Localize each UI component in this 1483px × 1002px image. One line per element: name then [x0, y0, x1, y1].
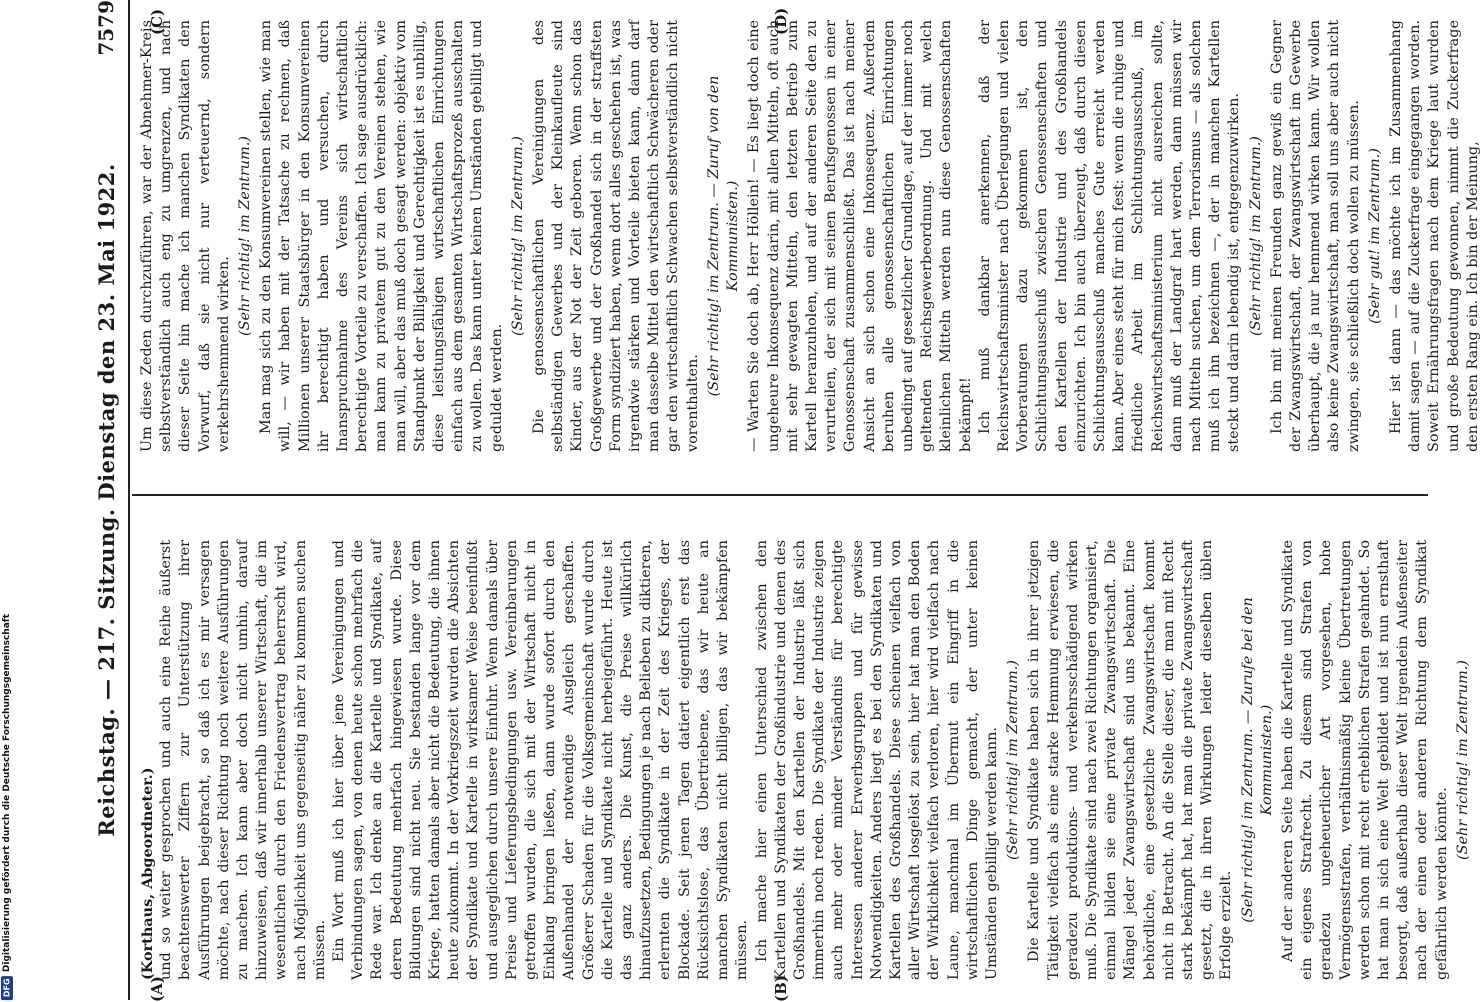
interjection: (Sehr richtig! im Zentrum.)	[1247, 136, 1264, 336]
interjection: (Sehr richtig! im Zentrum. — Zuruf von den Kommunisten.)	[705, 75, 742, 397]
paragraph: Ich bin mit meinen Freunden ganz gewiß ein Gegner der Zwangswirtschaft, der Zwangswirtschaft im Gewerbe überhaupt, die ja nur hemmend wirken kann. Wir wollen also keine Zwangswirtschaft, man soll uns aber auch nicht zwingen, sie schließlich doch wollen zu müssen.	[1268, 20, 1362, 452]
paragraph: Hier ist dann — das möchte ich im Zusammenhang damit sagen — auf die Zuckerfrage eingegangen worden. Soweit Ernährungsfragen nach dem Kriege laut wurden und große Bedeutung gewonnen, nimmt die Zuckerfrage den ersten Rang ein. Ich bin der Meinung,	[1388, 20, 1481, 452]
margin-marker-a: (A)	[148, 976, 166, 1002]
interjection: (Sehr richtig! im Zentrum.)	[1005, 660, 1022, 860]
paragraph: Ein Wort muß ich hier über jene Vereinigungen und Verbindungen sagen, von denen heute schon mehrfach die Rede war. Ich denke an die Kartelle und Syndikate, auf deren Bedeutung mehrfach hingewiesen wurde. Diese Bildungen sind nicht neu. Sie bestanden lange vor dem Kriege, hatten damals aber nicht die Bedeutung, die ihnen heute zukommt. In der Vorkriegszeit wurden die Absichten der Syndikate und Kartelle in wirksamer Weise beeinflußt und ausgeglichen durch unsere Einfuhr. Wenn damals über Preise und Lieferungsbedingungen usw. Vereinbarungen getroffen wurden, die sich mit der Wirtschaft nicht in Einklang bringen ließen, dann wurde sofort durch den Außenhandel der notwendige Ausgleich geschaffen. Größerer Schaden für die Volksgemeinschaft wurde durch die Kartelle und Syndikate nicht herbeigeführt. Heute ist das ganz anders. Die Kunst, die Preise willkürlich hinaufzusetzen, Bedingungen je nach Belieben zu diktieren, erlernten die Syndikate in der Zeit des Krieges, der Blockade. Seit jenen Tagen datiert eigentlich erst das Rücksichtslose, das Übertriebene, das wir heute an manchen Syndikaten nicht billigen, das wir bekämpfen müssen.	[331, 540, 751, 980]
dfg-logo-icon: DFG	[1, 976, 13, 1000]
paragraph: Ich muß dankbar anerkennen, daß der Reichswirtschaftsminister nach Überlegungen und vielen Vorberatungen dazu gekommen ist, den Schlichtungsausschuß zwischen Genossenschaften und den Kartellen der Industrie und des Großhandels einzurichten. Ich bin auch überzeugt, daß durch diesen Schlichtungsausschuß manches Gute erreicht werden kann. Aber eines steht für mich fest: wenn die ruhige und friedliche Arbeit im Schlichtungsausschuß, im Reichswirtschaftsministerium nicht ausreichen sollte, dann muß der Landgraf hart werden, dann müssen wir nach Mitteln suchen, um dem Terrorismus — als solchen muß ich ihn bezeichnen —, der in manchen Kartellen steckt und darin lebendig ist, entgegenzuwirken.	[976, 20, 1243, 452]
paragraph: und so weiter gesprochen und auch eine Reihe äußerst beachtenswerter Ziffern zur Unterstützung ihrer Ausführungen beigebracht, so daß ich es mir versagen möchte, nach dieser Richtung noch weitere Ausführungen zu machen. Ich kann aber doch nicht umhin, darauf hinzuweisen, daß wir innerhalb unserer Wirtschaft, die im wesentlichen durch den Friedensvertrag beherrscht wird, nach Möglichkeit uns gegenseitig näher zu kommen suchen müssen.	[158, 540, 328, 980]
interjection: (Sehr richtig! im Zentrum. — Zurufe bei den Kommunisten.)	[1239, 597, 1275, 923]
paragraph: Um diese Zeden durchzuführen, war der Abnehmer-Kreis selbstverständlich auch eng zu umgrenzen, und nach dieser Seite hin mache ich manchen Syndikaten den Vorwurf, daß sie nicht nur verteuernd, sondern verkehrshemmend wirken.	[139, 20, 232, 452]
interjection: (Sehr richtig! im Zentrum.)	[237, 136, 254, 336]
interjection: (Sehr gut! im Zentrum.)	[1366, 148, 1383, 324]
paragraph: — Warten Sie doch ab, Herr Höllein! — Es liegt doch eine ungeheure Inkonsequenz darin, mit allen Mitteln, oft auch mit sehr gewagten Mitteln, den letzten Betrieb zum Kartell heranzuholen, und auf der anderen Seite den zu verurteilen, der sich mit seinen Berufsgenossen in einer Genossenschaft zusammenschließt. Das ist nach meiner Ansicht an sich schon eine Inkonsequenz. Außerdem beruhen alle genossenschaftlichen Einrichtungen unbedingt auf gesetzlicher Grundlage, auf der immer noch geltenden Reichsgewerbeordnung. Und mit welch kleinlichen Mitteln werden nun diese Genossenschaften bekämpft!	[746, 20, 974, 452]
paragraph: Auf der anderen Seite haben die Kartelle und Syndikate ein eigenes Strafrecht. Zu diesem sind Strafen von geradezu ungeheuerlicher Art vorgesehen, hohe Vermögensstrafen, verhältnismäßig kleine Übertretungen werden schon mit recht erheblichen Strafen geahndet. So hat man in sich eine Welt gebildet und ist nun ernsthaft besorgt, daß außerhalb dieser Welt irgendein Außenseiter nach der einen oder anderen Richtung dem Syndikat gefährlich werden könnte.	[1279, 540, 1450, 980]
paragraph: Man mag sich zu den Konsumvereinen stellen, wie man will, — wir haben mit der Tatsache zu rechnen, daß Millionen unserer Staatsbürger in den Konsumvereinen ihr berechtigt haben und versuchen, durch Inanspruchnahme des Vereins sich wirtschaftlich berechtigte Vorteile zu verschaffen. Ich sage ausdrücklich: man kann zu privatem gut zu den Vereinen stehen, wie man will, aber das muß doch gesagt werden: objektiv vom Standpunkt der Billigkeit und Gerechtigkeit ist es unbillig, diese leistungsfähigen wirtschaftlichen Einrichtungen einfach aus dem gesamten Wirtschaftsprozeß ausschalten zu wollen. Das kann unter keinen Umständen gebilligt und geduldet werden.	[258, 20, 505, 452]
paragraph: Ich mache hier einen Unterschied zwischen den Kartellen und Syndikaten der Großindustrie und denen des Großhandels. Mit den Kartellen der Industrie läßt sich immerhin noch reden. Die Syndikate der Industrie zeigen auch mehr oder minder Verständnis für berechtigte Interessen anderer Erwerbsgruppen und für gewisse Notwendigkeiten. Anders liegt es bei den Syndikaten und Kartellen des Großhandels. Diese scheinen vielfach von aller Wirtschaft losgelöst zu sein, hier hat man den Boden der Wirklichkeit vielfach verloren, hier wird vielfach nach Laune, manchmal im Übermut ein Eingriff in die wirtschaftlichen Dinge gemacht, der unter keinen Umständen gebilligt werden kann.	[753, 540, 1000, 980]
column-divider	[132, 494, 1428, 496]
margin-marker-b: (B)	[772, 975, 790, 1002]
speaker-line: (Korthaus, Abgeordneter.)	[139, 767, 156, 980]
paragraph: Die genossenschaftlichen Vereinigungen des selbständigen Gewerbes und der Kleinkaufleute sind Kinder, aus der Not der Zeit geboren. Wenn schon das Großgewerbe und der Großhandel sich in der straffsten Form syndiziert haben, wenn dort alles geschehen ist, was irgendwie stärken und Vorteile bieten kann, dann darf man dasselbe Mittel den wirtschaftlich Schwächeren oder gar den wirtschaftlich Schwachen selbstverständlich nicht vorenthalten.	[531, 20, 701, 452]
page-number: 7579	[94, 0, 118, 56]
paragraph: Die Kartelle und Syndikate haben sich in ihrer jetzigen Tätigkeit vielfach als eine starke Hemmung erwiesen, die geradezu produktions- und verkehrsschädigend wirken muß. Die Syndikate sind nach zwei Richtungen organisiert, einmal bilden sie eine private Zwangswirtschaft. Die Mängel jeder Zwangswirtschaft sind uns bekannt. Eine behördliche, eine gesetzliche Zwangswirtschaft kommt nicht in Betracht. An die Stelle dieser, die man mit Recht stark bekämpft hat, hat man die private Zwangswirtschaft gesetzt, die in ihren Wirkungen leider dieselben üblen Erfolge erzielt.	[1026, 540, 1235, 980]
right-column	[138, 20, 1481, 452]
interjection: (Sehr richtig! im Zentrum.)	[1454, 660, 1471, 860]
header-title: Reichstag. — 217. Sitzung. Dienstag den 23. Mai 1922.	[94, 163, 119, 837]
digitization-credit	[0, 0, 14, 1000]
left-column	[138, 540, 1471, 980]
margin-marker-c: (C)	[148, 8, 166, 35]
margin-marker-d: (D)	[772, 7, 790, 35]
newspaper-page	[92, 0, 1481, 1002]
digitization-credit-text: Digitalisierung gefördert durch die Deutsche Forschungsgemeinschaft	[2, 613, 12, 972]
page-header	[92, 0, 130, 1000]
interjection: (Sehr richtig! im Zentrum.)	[509, 136, 526, 336]
